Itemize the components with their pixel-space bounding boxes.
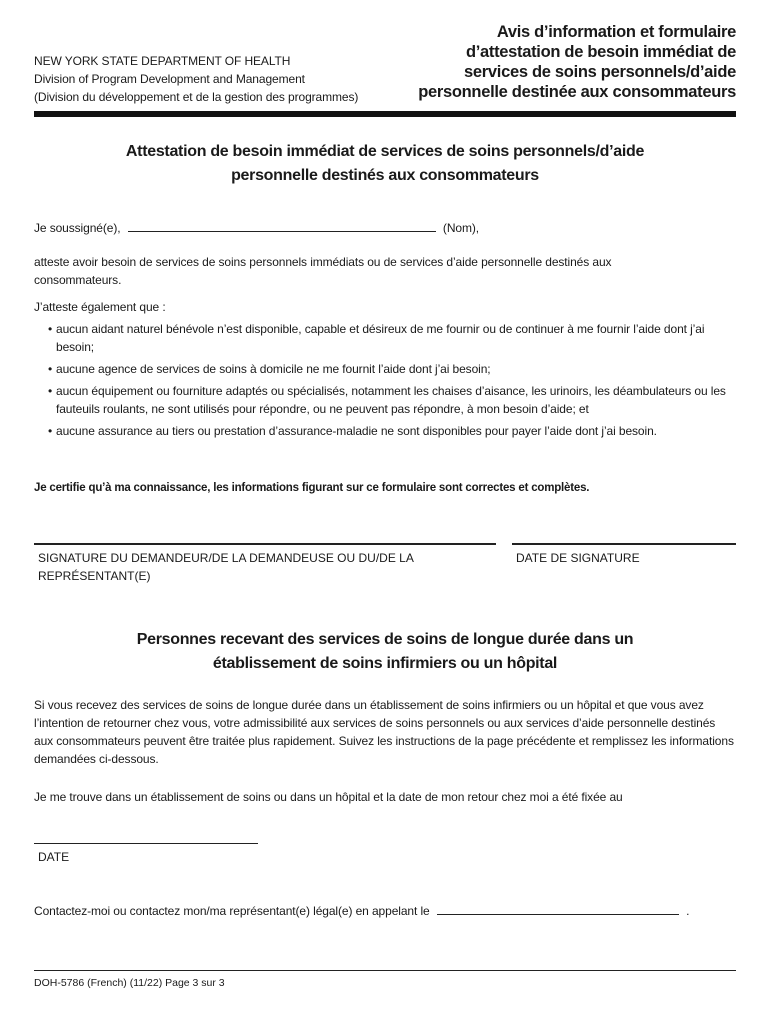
agency-division-fr: (Division du développement et de la gestion des programmes) [34,90,359,104]
name-row [34,219,736,237]
long-term-heading-line: Personnes recevant des services de soins de longue durée dans un [136,631,634,648]
long-term-heading-line: établissement de soins infirmiers ou un hôpital [212,655,558,672]
form-title-line: d’attestation de besoin immédiat de [465,43,736,61]
long-term-paragraph: Si vous recevez des services de soins de longue durée dans un établissement de soins infirmiers ou un hôpital et que vous avez l’intention de retourner chez vous, votre admissibilité aux services de soins personnels ou aux services d’aide personnelle destinés aux consommateurs peuvent être traitée plus rapidement. Suivez les instructions de la page précédente et remplissez les informations demandées ci-dessous. [34,698,734,766]
return-statement: Je me trouve dans un établissement de soins ou dans un hôpital et la date de mon retour chez moi a été fixée au [34,790,623,804]
return-date-label: DATE [38,850,70,864]
certification-statement: Je certifie qu’à ma connaissance, les informations figurant sur ce formulaire sont correctes et complètes. [34,482,590,494]
contact-row [34,902,736,920]
signature-label: SIGNATURE DU DEMANDEUR/DE LA DEMANDEUSE OU DU/DE LA REPRÉSENTANT(E) [38,551,414,583]
agency-division: Division of Program Development and Management [34,72,305,86]
name-field[interactable] [128,219,436,232]
attestation-heading-line: Attestation de besoin immédiat de services de soins personnels/d’aide [125,143,645,160]
contact-prefix: Contactez-moi ou contactez mon/ma représentant(e) légal(e) en appelant le [34,904,430,918]
contact-suffix: . [686,904,690,918]
also-attest-label: J’atteste également que : [34,300,166,314]
phone-field[interactable] [437,902,679,915]
list-item: • aucun aidant naturel bénévole n’est disponible, capable et désireux de me fournir ou de continuer à me fournir l’aide dont j’ai besoin; [34,320,734,356]
name-suffix: (Nom), [442,221,479,235]
list-item: • aucun équipement ou fourniture adaptés ou spécialisés, notamment les chaises d’aisance, les urinoirs, les déambulateurs ou les fauteuils roulants, ne sont utilisés pour répondre, ou ne peuvent pas répondre, à mon besoin d’aide; et [34,382,734,418]
attest-statement: atteste avoir besoin de services de soins personnels immédiats ou de services d’aide personnelle destinés aux consommateurs. [34,255,612,287]
name-prefix: Je soussigné(e), [34,221,121,235]
header-divider [34,111,736,117]
return-date-line[interactable] [34,843,258,844]
form-footer: DOH-5786 (French) (11/22) Page 3 sur 3 [34,977,225,989]
list-item: • aucune agence de services de soins à domicile ne me fournit l’aide dont j’ai besoin; [34,360,734,378]
long-term-heading [34,628,736,676]
form-title-line: Avis d’information et formulaire [496,23,736,41]
form-title-line: personnelle destinée aux consommateurs [418,83,736,101]
agency-name: NEW YORK STATE DEPARTMENT OF HEALTH [34,54,291,68]
form-title-line: services de soins personnels/d’aide [464,63,736,81]
list-item: • aucune assurance au tiers ou prestation d’assurance-maladie ne sont disponibles pour payer l’aide dont j’ai besoin. [34,422,734,440]
form-title [376,22,736,102]
attestation-list [34,320,734,444]
attestation-heading-line: personnelle destinés aux consommateurs [231,167,539,184]
signature-date-label: DATE DE SIGNATURE [516,551,640,565]
footer-divider [34,970,736,971]
signature-date-line[interactable] [512,543,736,545]
attestation-heading [34,140,736,188]
signature-line[interactable] [34,543,496,545]
agency-block [34,52,358,106]
